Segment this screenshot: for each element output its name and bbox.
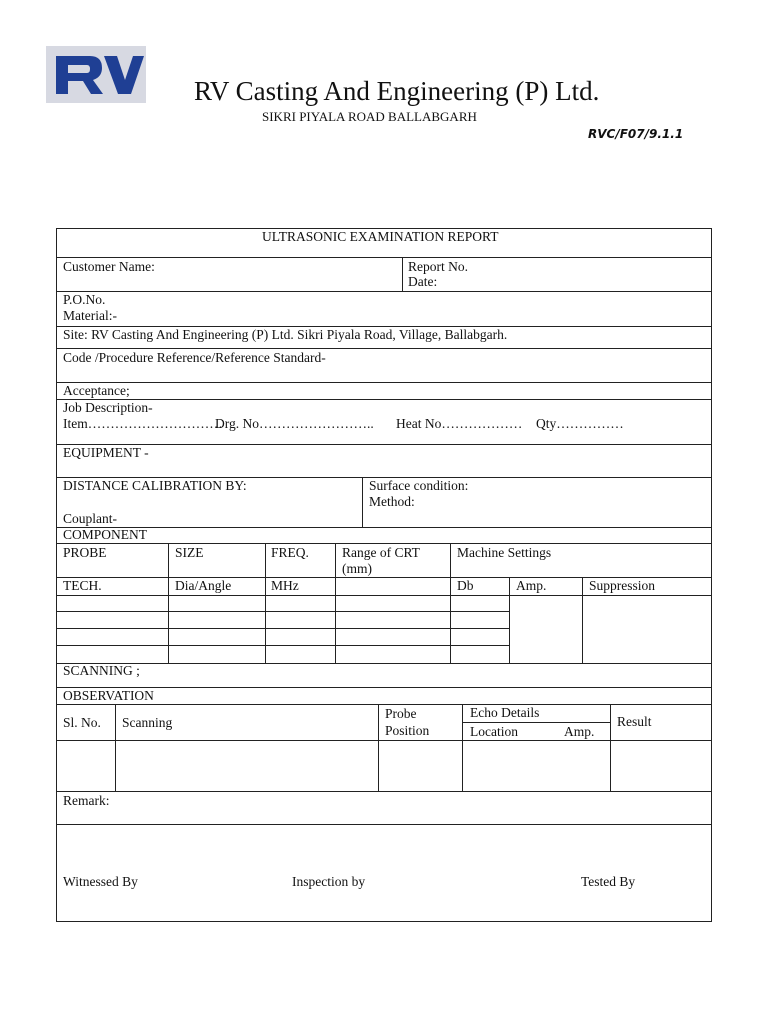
result-header: Result <box>617 714 652 729</box>
report-title: ULTRASONIC EXAMINATION REPORT <box>262 229 499 244</box>
tested-by-label[interactable]: Tested By <box>581 874 636 889</box>
code-reference-label[interactable]: Code /Procedure Reference/Reference Standard- <box>63 350 326 365</box>
po-no-label[interactable]: P.O.No. <box>63 292 106 307</box>
location-header: Location <box>470 724 518 739</box>
inspection-by-label[interactable]: Inspection by <box>292 874 366 889</box>
db-header: Db <box>457 578 474 593</box>
dia-angle-header: Dia/Angle <box>175 578 232 593</box>
distance-calibration-label[interactable]: DISTANCE CALIBRATION BY: <box>63 478 247 493</box>
report-no-label[interactable]: Report No. <box>408 259 468 274</box>
form-number: RVC/F07/9.1.1 <box>588 127 684 141</box>
remark-label[interactable]: Remark: <box>63 793 110 808</box>
probe-header: PROBE <box>63 545 107 560</box>
suppression-header: Suppression <box>589 578 656 593</box>
heat-no-field[interactable]: Heat No……………… <box>396 416 523 431</box>
size-header: SIZE <box>175 545 204 560</box>
job-description-label[interactable]: Job Description- <box>63 400 153 415</box>
company-name: RV Casting And Engineering (P) Ltd. <box>194 76 600 106</box>
site-label: Site: RV Casting And Engineering (P) Ltd. Sikri Piyala Road, Village, Ballabgarh. <box>63 327 508 342</box>
acceptance-label[interactable]: Acceptance; <box>63 383 130 398</box>
scanning-header: Scanning <box>122 715 173 730</box>
date-label[interactable]: Date: <box>408 274 438 289</box>
mhz-header: MHz <box>271 578 299 593</box>
drg-no-field[interactable]: Drg. No…………………….. <box>215 416 374 431</box>
qty-field[interactable]: Qty…………… <box>536 416 624 431</box>
machine-settings-header: Machine Settings <box>457 545 552 560</box>
witnessed-by-label[interactable]: Witnessed By <box>63 874 138 889</box>
company-address: SIKRI PIYALA ROAD BALLABGARH <box>262 109 477 124</box>
component-label[interactable]: COMPONENT <box>63 527 148 542</box>
scanning-label[interactable]: SCANNING ; <box>63 663 140 678</box>
report-form <box>56 228 712 922</box>
equipment-label[interactable]: EQUIPMENT - <box>63 445 149 460</box>
method-label[interactable]: Method: <box>369 494 415 509</box>
probe-header-obs: Probe <box>385 706 417 721</box>
surface-condition-label[interactable]: Surface condition: <box>369 478 469 493</box>
range-unit-header: (mm) <box>342 561 372 576</box>
item-field[interactable]: Item………………………… <box>63 416 223 431</box>
position-header: Position <box>385 723 430 738</box>
observation-label: OBSERVATION <box>63 688 154 703</box>
amp-header-obs: Amp. <box>564 724 595 739</box>
material-label[interactable]: Material:- <box>63 308 117 323</box>
company-logo <box>46 46 146 103</box>
customer-name-label[interactable]: Customer Name: <box>63 259 155 274</box>
echo-details-header: Echo Details <box>470 705 540 720</box>
sl-no-header: Sl. No. <box>63 715 101 730</box>
tech-header: TECH. <box>63 578 102 593</box>
freq-header: FREQ. <box>271 545 309 560</box>
couplant-label[interactable]: Couplant- <box>63 511 117 526</box>
amp-header: Amp. <box>516 578 547 593</box>
range-crt-header: Range of CRT <box>342 545 420 560</box>
